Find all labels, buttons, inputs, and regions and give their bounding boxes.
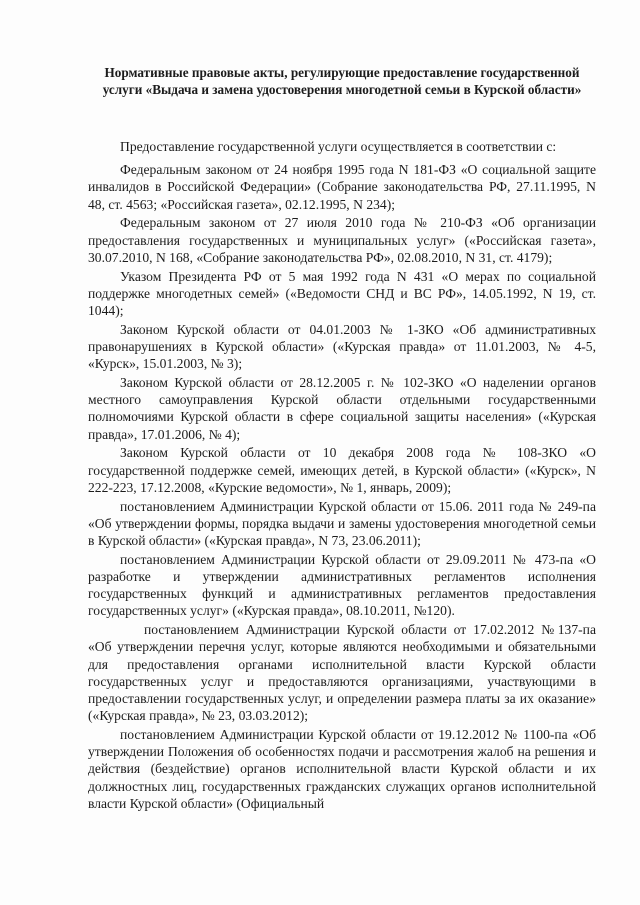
legal-act-item-9: постановлением Администрации Курской области от 17.02.2012 №137-па «Об утверждении перечня услуг, которые являются необходимыми и обязательными для предоставления органами исполнительной власти Курской области государственных услуг и предоставляются организациями, участвующими в предоставлении государственных услуг, и определении размера платы за их оказание» («Курская правда», № 23, 03.03.2012); xyxy=(88,622,596,724)
legal-act-item-7: постановлением Администрации Курской области от 15.06. 2011 года № 249-па «Об утверждении формы, порядка выдачи и замены удостоверения многодетной семьи в Курской области» («Курская правда», N 73, 23.06.2011); xyxy=(88,498,596,549)
legal-act-item-2: Федеральным законом от 27 июля 2010 года № 210-ФЗ «Об организации предоставления государственных и муниципальных услуг» («Российская газета», 30.07.2010, N 168, «Собрание законодательства РФ», 02.08.2010, N 31, ст. 4179); xyxy=(88,215,596,265)
document-title: Нормативные правовые акты, регулирующие предоставление государственной услуги «Выдача и замена удостоверения многодетной семьи в Курской области» xyxy=(102,65,582,97)
document-body xyxy=(88,138,596,812)
legal-act-item-3: Указом Президента РФ от 5 мая 1992 года N 431 «О мерах по социальной поддержке многодетных семей» («Ведомости СНД и ВС РФ», 14.05.1992, N 19, ст. 1044); xyxy=(88,268,596,319)
legal-act-item-8: постановлением Администрации Курской области от 29.09.2011 № 473-па «О разработке и утверждении административных регламентов исполнения государственных функций и административных регламентов предоставления государственных услуг» («Курская правда», 08.10.2011, №120). xyxy=(88,551,596,619)
legal-act-item-1: Федеральным законом от 24 ноября 1995 года N 181-ФЗ «О социальной защите инвалидов в Российской Федерации» (Собрание законодательства РФ, 27.11.1995, N 48, ст. 4563; «Российская газета», 02.12.1995, N 234); xyxy=(88,162,596,212)
legal-act-item-5: Законом Курской области от 28.12.2005 г. № 102-ЗКО «О наделении органов местного самоуправления Курской области отдельными государственными полномочиями Курской области в сфере социальной защиты населения» («Курская правда», 17.01.2006, № 4); xyxy=(88,375,596,442)
intro-paragraph: Предоставление государственной услуги осуществляется в соответствии с: xyxy=(120,139,557,154)
legal-act-item-6: Законом Курской области от 10 декабря 2008 года № 108-ЗКО «О государственной поддержке семей, имеющих детей, в Курской области» («Курск», N 222-223, 17.12.2008, «Курские ведомости», № 1, январь, 2009); xyxy=(88,445,596,495)
legal-act-item-10: постановлением Администрации Курской области от 19.12.2012 № 1100-па «Об утверждении Положения об особенностях подачи и рассмотрения жалоб на решения и действия (бездействие) органов исполнительной власти Курской области и их должностных лиц, государственных гражданских служащих органов исполнительной власти Курской области» (Официальный xyxy=(88,727,596,811)
legal-act-item-4: Законом Курской области от 04.01.2003 № 1-ЗКО «Об административных правонарушениях в Курской области» («Курская правда» от 11.01.2003, № 4-5, «Курск», 15.01.2003, № 3); xyxy=(88,321,596,372)
